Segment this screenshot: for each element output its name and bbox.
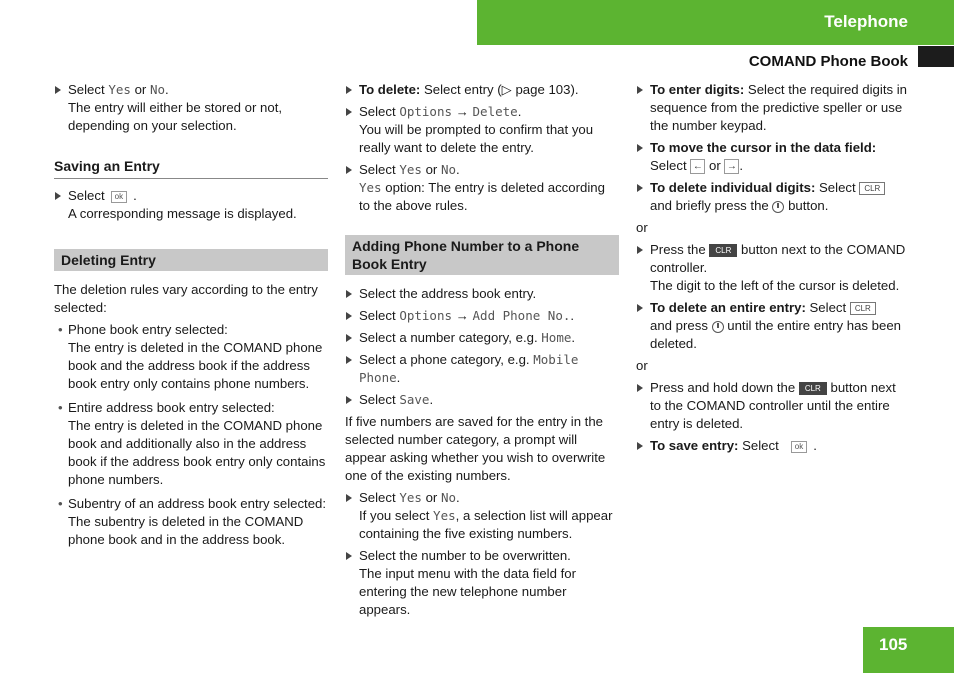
- controller-press-icon: [772, 201, 784, 213]
- list-item: Select Save.: [345, 391, 619, 409]
- page-number-box: [863, 627, 954, 673]
- clr-button-icon: CLR: [709, 244, 737, 257]
- list-item: Select a phone category, e.g. Mobile Phone.: [345, 351, 619, 387]
- list-item: Press the CLR button next to the COMAND controller. The digit to the left of the cursor is deleted.: [636, 241, 910, 295]
- ok-key-icon: ok: [791, 441, 807, 453]
- controller-press-icon: [712, 321, 724, 333]
- column-3: [636, 81, 910, 459]
- list-item: Select Yes or No. The entry will either be stored or not, depending on your selection.: [54, 81, 328, 135]
- deleting-entry-heading: Deleting Entry: [54, 249, 328, 271]
- page-number: 105: [879, 635, 908, 654]
- list-item: Select Options → Delete. You will be prompted to confirm that you really want to delete the entry.: [345, 103, 619, 157]
- list-item: • Entire address book entry selected: The entry is deleted in the COMAND phone book and additionally also in the address book if the address book entry only contains phone numbers.: [54, 399, 328, 489]
- clr-button-icon: CLR: [799, 382, 827, 395]
- column-2: [345, 81, 619, 623]
- list-item: To save entry: Select ok .: [636, 437, 910, 455]
- list-item: Select Yes or No. Yes option: The entry is deleted according to the above rules.: [345, 161, 619, 215]
- adding-phone-number-heading: Adding Phone Number to a Phone Book Entry: [345, 235, 619, 275]
- five-numbers-note: If five numbers are saved for the entry in the selected number category, a prompt will appear asking whether you wish to overwrite one of the existing numbers.: [345, 414, 606, 483]
- list-item: Select ok . A corresponding message is displayed.: [54, 187, 328, 223]
- list-item: To delete individual digits: Select CLR and briefly press the button.: [636, 179, 910, 215]
- list-item: • Phone book entry selected: The entry is deleted in the COMAND phone book and the address book if the address book entry only contains phone numbers.: [54, 321, 328, 393]
- list-item: Select Yes or No. If you select Yes, a selection list will appear containing the five existing numbers.: [345, 489, 619, 543]
- list-item: To move the cursor in the data field: Select ← or → .: [636, 139, 910, 175]
- or-separator: or: [636, 358, 648, 373]
- clr-key-icon: CLR: [850, 302, 876, 315]
- list-item: To delete an entire entry: Select CLR and press until the entire entry has been deleted.: [636, 299, 910, 353]
- list-item: Select the number to be overwritten. The input menu with the data field for entering the new telephone number appears.: [345, 547, 619, 619]
- column-1: [54, 81, 328, 555]
- list-item: Select Options → Add Phone No..: [345, 307, 619, 325]
- deletion-intro: The deletion rules vary according to the entry selected:: [54, 282, 318, 315]
- ok-key-icon: ok: [111, 191, 127, 203]
- list-item: Press and hold down the CLR button next to the COMAND controller until the entire entry is deleted.: [636, 379, 910, 433]
- list-item: • Subentry of an address book entry selected: The subentry is deleted in the COMAND phone book and in the address book.: [54, 495, 328, 549]
- or-separator: or: [636, 220, 648, 235]
- saving-entry-heading: Saving an Entry: [54, 157, 328, 179]
- list-item: Select a number category, e.g. Home.: [345, 329, 619, 347]
- chapter-title: Telephone: [824, 12, 908, 31]
- list-item: To enter digits: Select the required digits in sequence from the predictive speller or use the number keypad.: [636, 81, 910, 135]
- list-item: To delete: Select entry (▷ page 103).: [345, 81, 619, 99]
- list-item: Select the address book entry.: [345, 285, 619, 303]
- section-tab-marker: [918, 46, 954, 67]
- clr-key-icon: CLR: [859, 182, 885, 195]
- arrow-left-icon: ←: [690, 159, 705, 174]
- section-title: COMAND Phone Book: [748, 53, 908, 70]
- arrow-right-icon: →: [724, 159, 739, 174]
